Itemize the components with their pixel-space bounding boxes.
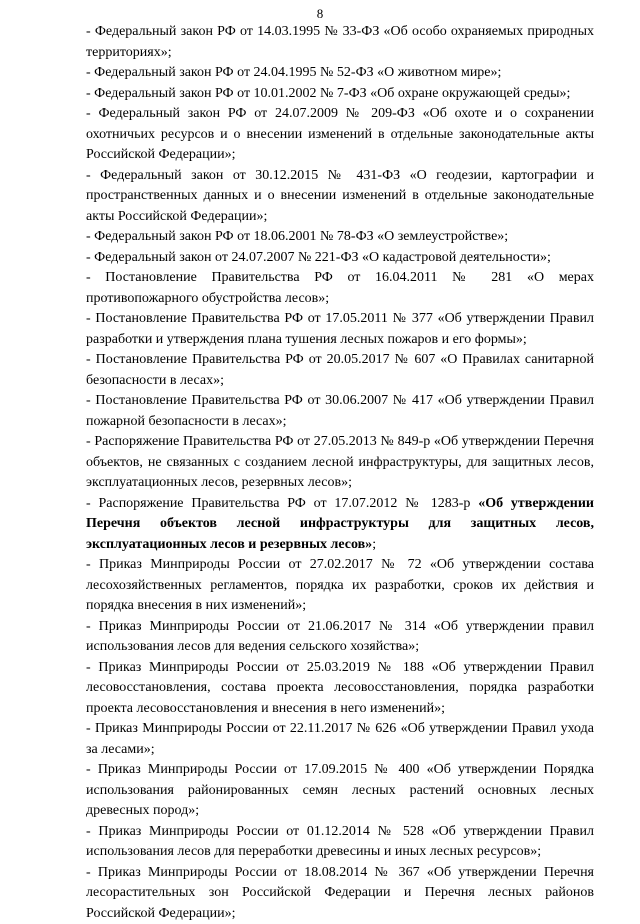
list-item: - Приказ Минприроды России от 25.03.2019 № 188 «Об утверждении Правил лесовосстановления, состава проекта лесовосстановления, порядка разработки проекта лесовосстановления и внесения в него изменений»; [86,658,594,720]
list-item: - Постановление Правительства РФ от 20.05.2017 № 607 «О Правилах санитарной безопасности в лесах»; [86,350,594,391]
page-number: 8 [0,6,640,22]
list-item: - Федеральный закон РФ от 24.04.1995 № 52-ФЗ «О животном мире»; [86,63,594,84]
list-item: - Федеральный закон от 30.12.2015 № 431-ФЗ «О геодезии, картографии и пространственных данных и о внесении изменений в отдельные законодательные акты Российской Федерации»; [86,166,594,228]
list-item: - Приказ Минприроды России от 22.11.2017 № 626 «Об утверждении Правил ухода за лесами»; [86,719,594,760]
list-item: - Постановление Правительства РФ от 16.04.2011 № 281 «О мерах противопожарного обустройства лесов»; [86,268,594,309]
list-item: - Распоряжение Правительства РФ от 17.07.2012 № 1283-р «Об утверждении Перечня объектов лесной инфраструктуры для защитных лесов, эксплуатационных лесов и резервных лесов»; [86,494,594,556]
document-body [86,22,594,924]
bold-title: «Об утверждении Перечня объектов лесной инфраструктуры для защитных лесов, эксплуатационных лесов и резервных лесов» [86,496,594,552]
list-item: - Приказ Минприроды России от 17.09.2015 № 400 «Об утверждении Порядка использования районированных семян лесных растений основных лесных древесных пород»; [86,760,594,822]
list-item: - Постановление Правительства РФ от 17.05.2011 № 377 «Об утверждении Правил разработки и утверждения плана тушения лесных пожаров и его формы»; [86,309,594,350]
list-item: - Приказ Минприроды России от 01.12.2014 № 528 «Об утверждении Правил использования лесов для переработки древесины и иных лесных ресурсов»; [86,822,594,863]
list-item: - Постановление Правительства РФ от 30.06.2007 № 417 «Об утверждении Правил пожарной безопасности в лесах»; [86,391,594,432]
list-item: - Приказ Минприроды России от 27.02.2017 № 72 «Об утверждении состава лесохозяйственных регламентов, порядка их разработки, сроков их действия и порядка внесения в них изменений»; [86,555,594,617]
list-item: - Распоряжение Правительства РФ от 27.05.2013 № 849-р «Об утверждении Перечня объектов, не связанных с созданием лесной инфраструктуры, для защитных лесов, эксплуатационных лесов, резервных лесов»; [86,432,594,494]
list-item: - Федеральный закон РФ от 10.01.2002 № 7-ФЗ «Об охране окружающей среды»; [86,84,594,105]
list-item: - Приказ Минприроды России от 21.06.2017 № 314 «Об утверждении правил использования лесов для ведения сельского хозяйства»; [86,617,594,658]
list-item: - Федеральный закон РФ от 14.03.1995 № 33-ФЗ «Об особо охраняемых природных территориях»; [86,22,594,63]
list-item: - Приказ Минприроды России от 18.08.2014 № 367 «Об утверждении Перечня лесорастительных зон Российской Федерации и Перечня лесных районов Российской Федерации»; [86,863,594,924]
list-item: - Федеральный закон РФ от 24.07.2009 № 209-ФЗ «Об охоте и о сохранении охотничьих ресурсов и о внесении изменений в отдельные законодательные акты Российской Федерации»; [86,104,594,166]
list-item: - Федеральный закон от 24.07.2007 № 221-ФЗ «О кадастровой деятельности»; [86,248,594,269]
list-item: - Федеральный закон РФ от 18.06.2001 № 78-ФЗ «О землеустройстве»; [86,227,594,248]
